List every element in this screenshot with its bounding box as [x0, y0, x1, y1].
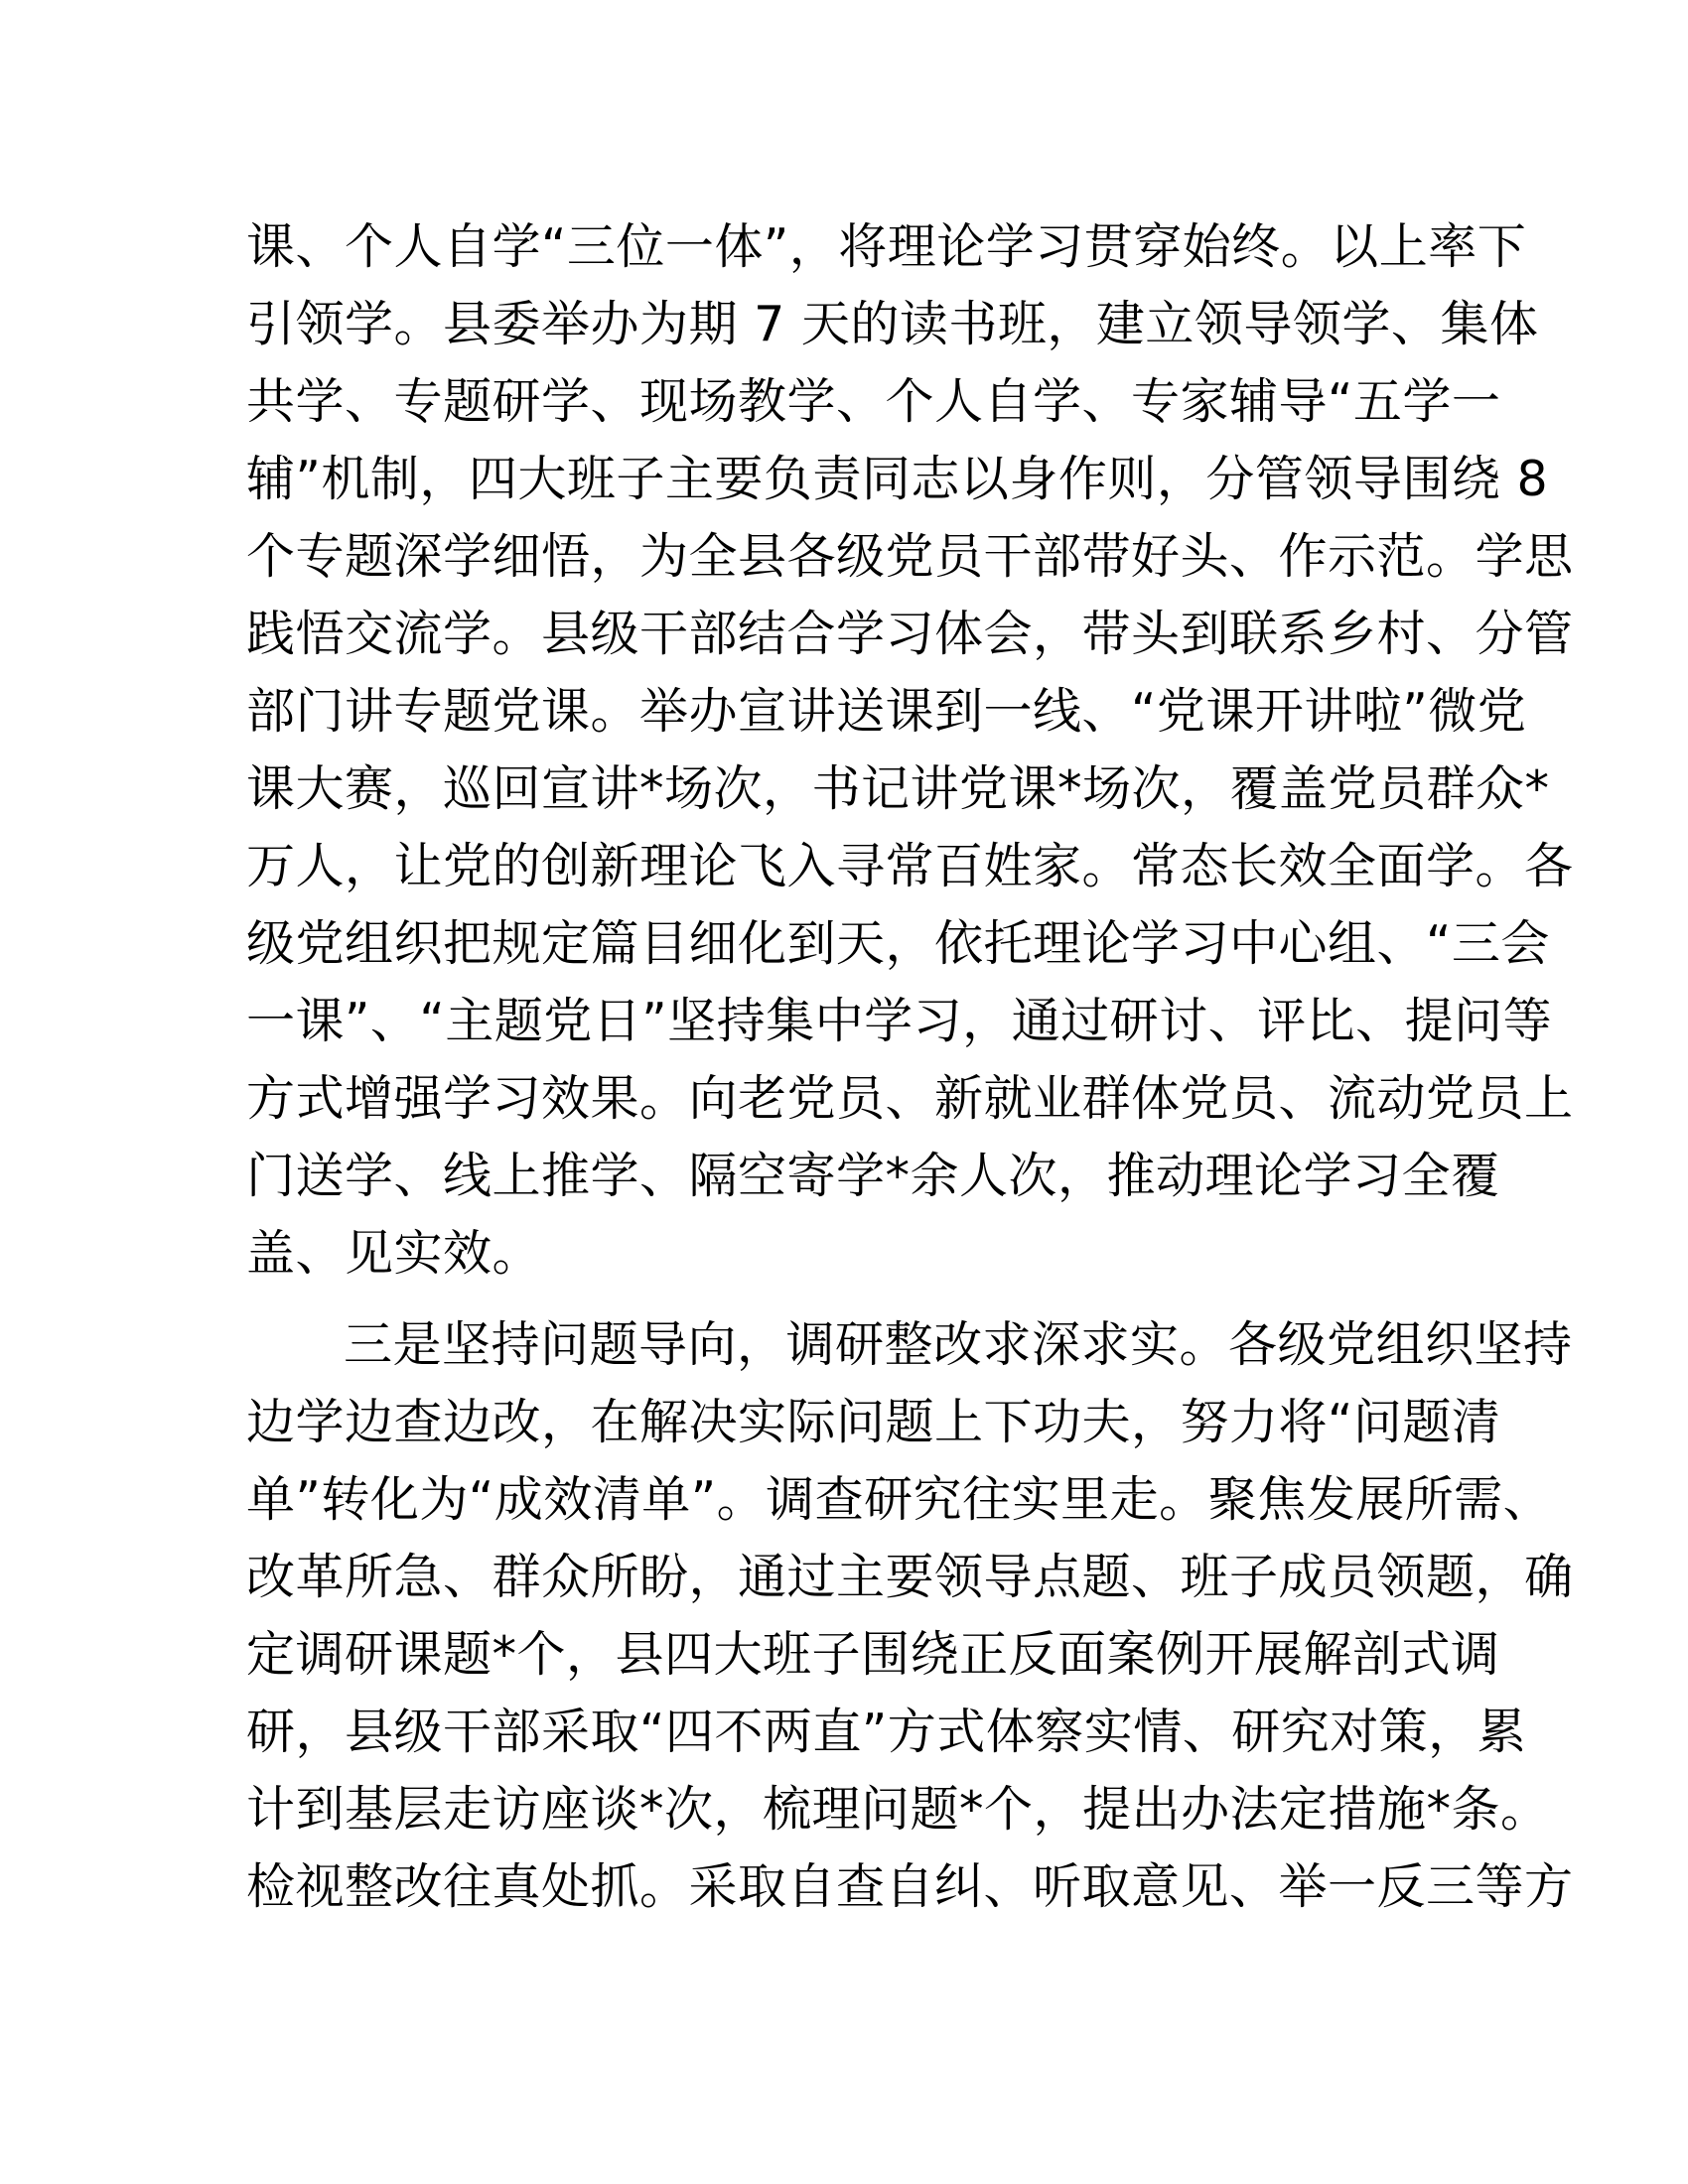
text-line: 课、个人自学“三位一体”，将理论学习贯穿始终。以上率下 — [246, 218, 1527, 275]
text-line: 方式增强学习效果。向老党员、新就业群体党员、流动党员上 — [246, 1070, 1574, 1127]
text-line: 课大赛，巡回宣讲*场次，书记讲党课*场次，覆盖党员群众* — [246, 760, 1550, 817]
text-line: 引领学。县委举办为期 7 天的读书班，建立领导领学、集体 — [246, 296, 1539, 352]
text-line: 计到基层走访座谈*次，梳理问题*个，提出办法定措施*条。 — [246, 1781, 1550, 1838]
text-line: 三是坚持问题导向，调研整改求深求实。各级党组织坚持 — [344, 1316, 1573, 1373]
text-line: 门送学、线上推学、隔空寄学*余人次，推动理论学习全覆 — [246, 1148, 1500, 1204]
paragraph-spacer — [246, 1293, 1438, 1306]
paragraph-problem-oriented — [246, 1306, 1574, 1926]
text-line: 部门讲专题党课。举办宣讲送课到一线、“党课开讲啦”微党 — [246, 683, 1527, 740]
text-line: 辅”机制，四大班子主要负责同志以身作则，分管领导围绕 8 — [246, 451, 1549, 507]
text-line: 践悟交流学。县级干部结合学习体会，带头到联系乡村、分管 — [246, 606, 1574, 662]
paragraph-theory-study — [246, 208, 1574, 1293]
text-line: 级党组织把规定篇目细化到天，依托理论学习中心组、“三会 — [246, 915, 1550, 972]
text-line: 单”转化为“成效清单”。调查研究往实里走。聚焦发展所需、 — [246, 1471, 1553, 1528]
text-line: 检视整改往真处抓。采取自查自纠、听取意见、举一反三等方 — [246, 1858, 1574, 1915]
text-line: 共学、专题研学、现场教学、个人自学、专家辅导“五学一 — [246, 373, 1501, 430]
text-line: 改革所急、群众所盼，通过主要领导点题、班子成员领题，确 — [246, 1549, 1574, 1605]
text-line: 研，县级干部采取“四不两直”方式体察实情、研究对策，累 — [246, 1704, 1527, 1760]
text-line: 一课”、“主题党日”坚持集中学习，通过研讨、评比、提问等 — [246, 993, 1553, 1049]
text-line: 定调研课题*个，县四大班子围绕正反面案例开展解剖式调 — [246, 1626, 1500, 1683]
text-line: 盖、见实效。 — [246, 1225, 542, 1282]
text-line: 边学边查边改，在解决实际问题上下功夫，努力将“问题清 — [246, 1394, 1501, 1450]
text-line: 个专题深学细悟，为全县各级党员干部带好头、作示范。学思 — [246, 528, 1574, 585]
text-line: 万人，让党的创新理论飞入寻常百姓家。常态长效全面学。各 — [246, 838, 1574, 894]
document-body — [246, 208, 1574, 1926]
